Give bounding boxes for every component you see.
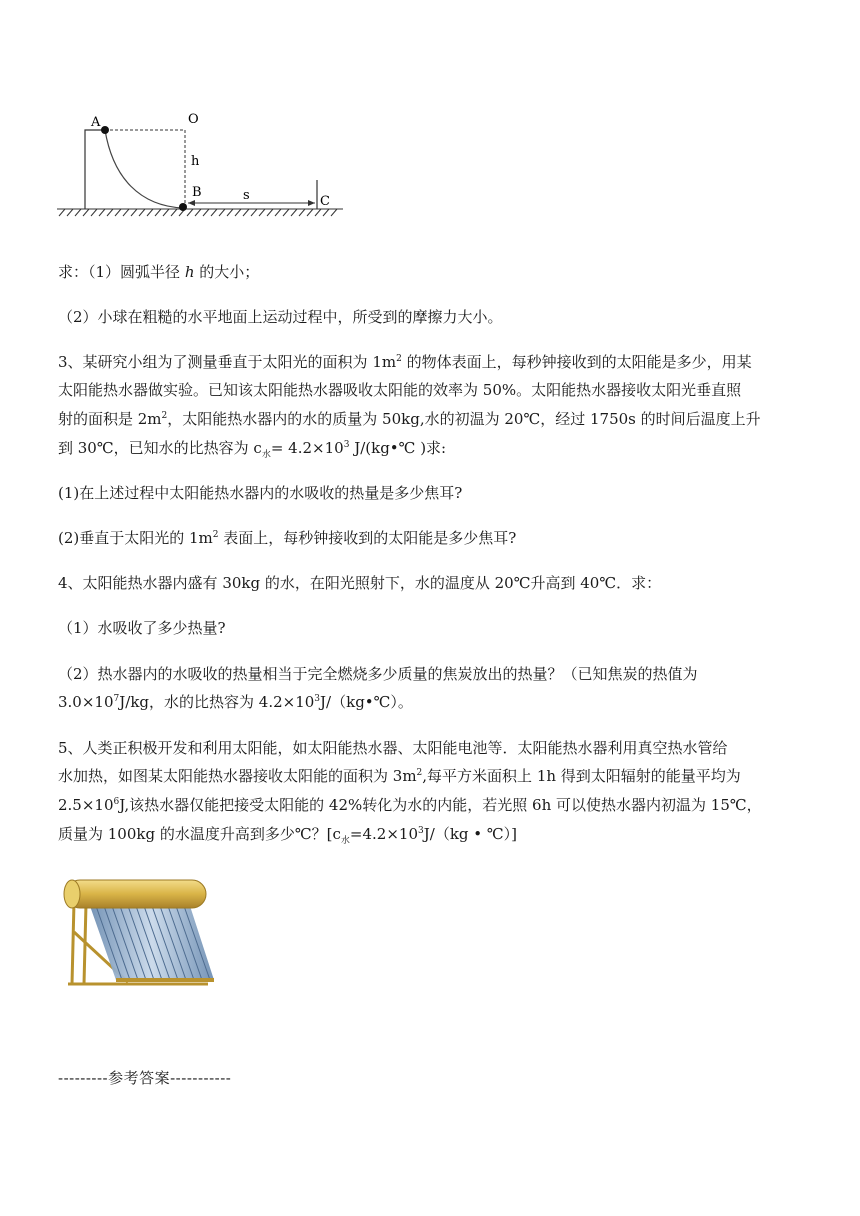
arrow-head-right [308, 200, 315, 206]
q5-line2: 水加热，如图某太阳能热水器接收太阳能的面积为 $3m^2$,每平方米面积上 1h 得到太阳辐射的能量平均为 [58, 767, 741, 785]
q5-line4: 质量为 100kg 的水温度升高到多少℃？[$c_水=4.2\times 10^3J/(kg$ • ℃）] [58, 825, 518, 846]
solar-water-heater-image [58, 872, 218, 990]
ball-b [179, 203, 187, 211]
q4-sub1: （1）水吸收了多少热量? [58, 619, 226, 637]
label-b: B [192, 185, 202, 200]
q3-sub1: (1)在上述过程中太阳能热水器内的水吸收的热量是多少焦耳? [58, 484, 463, 502]
track-arc [105, 130, 183, 208]
label-h: h [191, 154, 200, 169]
q3-line4: 到 30℃，已知水的比热容为 $c_水= 4.2\times 10^3$ J/(kg•℃ )求: [58, 439, 447, 460]
q4-sub2: （2）热水器内的水吸收的热量相当于完全燃烧多少质量的焦炭放出的热量？（已知焦炭的热值为 [58, 665, 698, 683]
q3-line1: 3、某研究小组为了测量垂直于太阳光的面积为 $1m^2$ 的物体表面上，每秒钟接收到的太阳能是多少，用某 [58, 353, 752, 371]
q5-line1: 5、人类正积极开发和利用太阳能，如太阳能热水器、太阳能电池等．太阳能热水器利用真空热水管给 [58, 739, 728, 757]
q4-sub2-cont: $3.0\times 10^7J/kg$，水的比热容为 $4.2\times 10^3J/(kg•℃)$。 [58, 693, 413, 711]
arc-track-diagram [55, 108, 350, 220]
q3-line2: 太阳能热水器做实验。已知该太阳能热水器吸收太阳能的效率为 50%。太阳能热水器接收太阳光垂直照 [58, 381, 742, 399]
q2-ask2: （2）小球在粗糙的水平地面上运动过程中，所受到的摩擦力大小。 [58, 308, 503, 326]
label-s: s [243, 188, 250, 203]
q2-ask1: 求：（1）圆弧半径 h 的大小； [58, 263, 260, 281]
water-tank [66, 880, 206, 908]
label-o: O [188, 112, 199, 127]
label-c: C [320, 194, 330, 209]
ball-a [101, 126, 109, 134]
ground-hatching [57, 209, 343, 216]
label-a: A [91, 115, 101, 130]
q4-line1: 4、太阳能热水器内盛有 30kg 的水，在阳光照射下，水的温度从 20℃升高到 40℃．求： [58, 574, 662, 592]
answer-divider: ---------参考答案----------- [58, 1069, 232, 1087]
q5-line3: $2.5\times 10^6J$,该热水器仅能把接受太阳能的 42%转化为水的内能，若光照 6h 可以使热水器内初温为 15℃， [58, 796, 762, 814]
q3-sub2: (2)垂直于太阳光的 $1m^2$ 表面上，每秒钟接收到的太阳能是多少焦耳? [58, 529, 517, 547]
vacuum-tubes [90, 906, 214, 980]
arrow-head-left [188, 200, 195, 206]
q3-line3: 射的面积是 $2m^2$，太阳能热水器内的水的质量为 50kg,水的初温为 20℃，经过 1750s 的时间后温度上升 [58, 410, 761, 428]
track-wall [85, 130, 105, 209]
